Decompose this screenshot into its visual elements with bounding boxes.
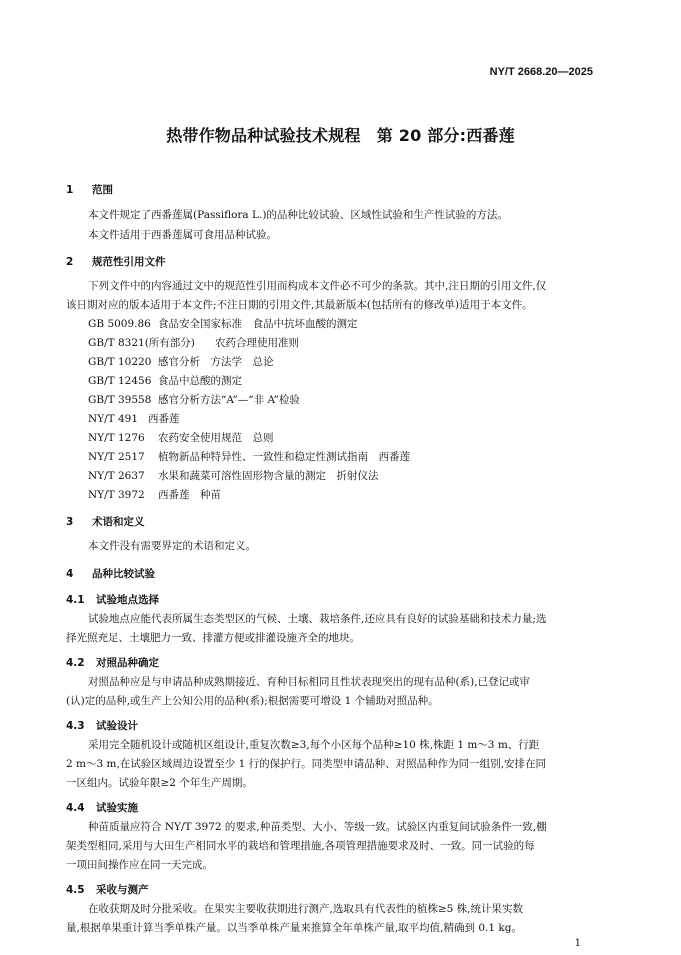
standard-number: NY/T 2668.20—2025 <box>489 66 593 78</box>
subsection-4-3-line-1: 采用完全随机设计或随机区组设计,重复次数≥3,每个小区每个品种≥10 株,株距 1 m～3 m、行距 <box>88 739 540 751</box>
subsection-4-1-line-1: 试验地点应能代表所属生态类型区的气候、土壤、栽培条件,还应具有良好的试验基础和技术力量;选 <box>88 613 547 625</box>
reference-item: NY/T 2517 植物新品种特异性、一致性和稳定性测试指南 西番莲 <box>88 451 410 463</box>
page-number: 1 <box>574 938 581 949</box>
section-2-intro-line-2: 该日期对应的版本适用于本文件;不注日期的引用文件,其最新版本(包括所有的修改单)适用于本文件。 <box>66 299 533 311</box>
subsection-4-5-line-2: 量,根据单果重计算当季单株产量。以当季单株产量来推算全年单株产量,取平均值,精确到 0.1 kg。 <box>66 922 522 934</box>
subsection-4-2-heading: 4.2 对照品种确定 <box>66 657 159 669</box>
subsection-4-4-line-2: 架类型相同,采用与大田生产相同水平的栽培和管理措施,各项管理措施要求及时、一致。同一试验的每 <box>66 840 535 852</box>
subsection-4-1-heading: 4.1 试验地点选择 <box>66 594 159 606</box>
section-2-intro-line-1: 下列文件中的内容通过文中的规范性引用而构成本文件必不可少的条款。其中,注日期的引用文件,仅 <box>88 280 547 292</box>
reference-item: GB/T 12456 食品中总酸的测定 <box>88 375 242 387</box>
subsection-4-1-line-2: 择光照充足、土壤肥力一致、排灌方便或排灌设施齐全的地块。 <box>66 632 360 644</box>
subsection-4-2-line-1: 对照品种应是与申请品种成熟期接近、育种目标相同且性状表现突出的现有品种(系),已登记或审 <box>88 676 531 688</box>
subsection-4-4-line-1: 种苗质量应符合 NY/T 3972 的要求,种苗类型、大小、等级一致。试验区内重复间试验条件一致,棚 <box>88 821 547 833</box>
subsection-4-2-line-2: (认)定的品种,或生产上公知公用的品种(系);根据需要可增设 1 个辅助对照品种。 <box>66 695 439 707</box>
reference-item: NY/T 491 西番莲 <box>88 413 180 425</box>
reference-item: GB/T 10220 感官分析 方法学 总论 <box>88 356 274 368</box>
reference-item: GB/T 8321(所有部分) 农药合理使用准则 <box>88 337 299 349</box>
subsection-4-3-heading: 4.3 试验设计 <box>66 720 138 732</box>
section-3-para-1: 本文件没有需要界定的术语和定义。 <box>88 540 256 552</box>
section-1-heading: 1 范围 <box>66 184 113 196</box>
reference-item: NY/T 1276 农药安全使用规范 总则 <box>88 432 274 444</box>
subsection-4-4-heading: 4.4 试验实施 <box>66 802 138 814</box>
subsection-4-3-line-2: 2 m～3 m,在试验区域周边设置至少 1 行的保护行。同类型申请品种、对照品种作为同一组别,安排在同 <box>66 758 546 770</box>
section-1-para-1: 本文件规定了西番莲属(Passiflora L.)的品种比较试验、区域性试验和生产性试验的方法。 <box>88 209 508 221</box>
section-3-heading: 3 术语和定义 <box>66 516 145 528</box>
section-2-heading: 2 规范性引用文件 <box>66 256 166 268</box>
reference-item: GB 5009.86 食品安全国家标准 食品中抗坏血酸的测定 <box>88 318 358 330</box>
section-4-heading: 4 品种比较试验 <box>66 568 155 580</box>
subsection-4-5-heading: 4.5 采收与测产 <box>66 884 149 896</box>
subsection-4-4-line-3: 一项田间操作应在同一天完成。 <box>66 859 213 871</box>
reference-item: NY/T 2637 水果和蔬菜可溶性固形物含量的测定 折射仪法 <box>88 470 379 482</box>
document-title: 热带作物品种试验技术规程 第 20 部分:西番莲 <box>166 126 515 145</box>
subsection-4-5-line-1: 在收获期及时分批采收。在果实主要收获期进行测产,选取具有代表性的植株≥5 株,统计果实数 <box>88 903 523 915</box>
section-1-para-2: 本文件适用于西番莲属可食用品种试验。 <box>88 229 277 241</box>
subsection-4-3-line-3: 一区组内。试验年限≥2 个年生产周期。 <box>66 777 253 789</box>
reference-item: GB/T 39558 感官分析方法“A”—“非 A”检验 <box>88 394 300 406</box>
reference-item: NY/T 3972 西番莲 种苗 <box>88 489 221 501</box>
